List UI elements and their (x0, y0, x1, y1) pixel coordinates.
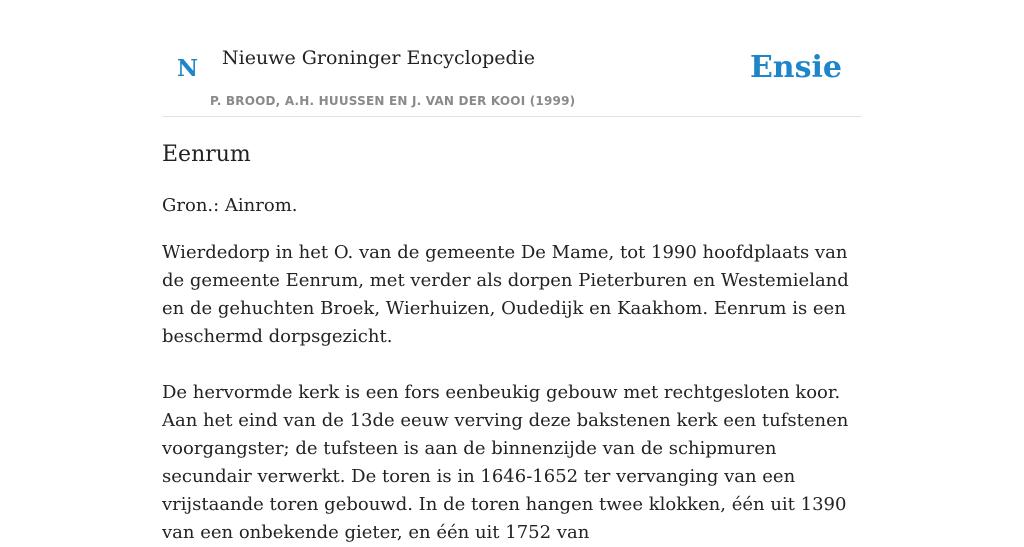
publication-title[interactable]: Nieuwe Groninger Encyclopedie (222, 47, 536, 69)
ensie-logo-link[interactable]: Ensie (749, 50, 842, 85)
entry-alt-name: Gron.: Ainrom. (162, 195, 298, 216)
publication-authors: P. BROOD, A.H. HUUSSEN EN J. VAN DER KOOI (1999) (210, 94, 576, 108)
entry-paragraph: De hervormde kerk is een fors eenbeukig gebouw met rechtgesloten koor. Aan het eind van de 13de eeuw verving deze bakstenen kerk een tufstenen voorgangster; de tufsteen is aan de binnenzijde van de schipmuren secundair verwerkt. De toren is in 1646-1652 ter vervanging van een vrijstaande toren gebouwd. In de toren hangen twee klokken, één uit 1390 van een onbekende gieter, en één uit 1752 van (162, 382, 849, 543)
article (162, 140, 862, 547)
entry-paragraph: Wierdedorp in het O. van de gemeente De Mame, tot 1990 hoofdplaats van de gemeente Eenrum, met verder als dorpen Pieterburen en Westemieland en de gehuchten Broek, Wierhuizen, Oudedijk en Kaakhom. Eenrum is een beschermd dorpsgezicht. (162, 242, 849, 347)
publication-header (162, 30, 862, 117)
entry-title: Eenrum (162, 142, 251, 167)
publication-logo[interactable]: N (177, 55, 199, 82)
